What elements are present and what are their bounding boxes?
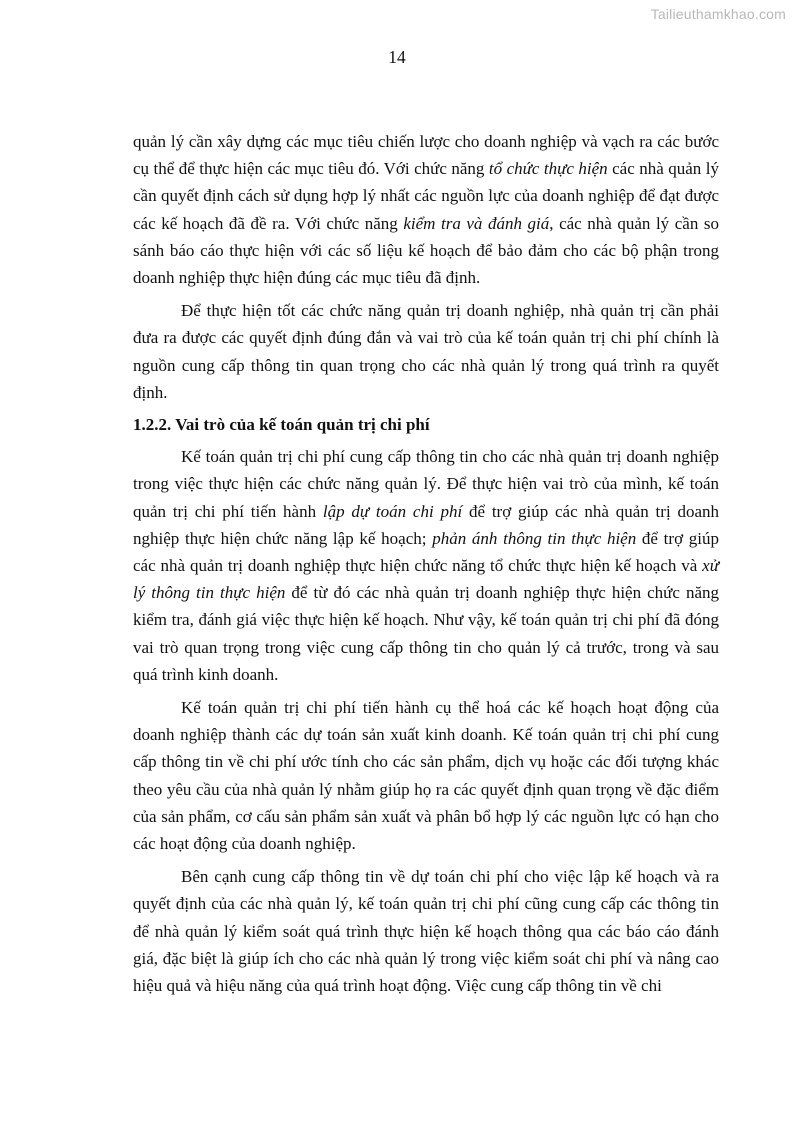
- paragraph-2: Để thực hiện tốt các chức năng quản trị doanh nghiệp, nhà quản trị cần phải đưa ra được các quyết định đúng đắn và vai trò của kế toán quản trị chi phí chính là nguồn cung cấp thông tin quan trọng cho các nhà quản lý trong quá trình ra quyết định.: [133, 301, 719, 402]
- text-run: để trợ giúp các nhà quản trị doanh nghiệp thực hiện chức năng tổ chức thực hiện kế hoạch và: [133, 528, 719, 576]
- text-run: , các nhà quản lý cần so sánh báo cáo thực hiện với các số liệu kế hoạch để bảo đảm cho các bộ phận trong doanh nghiệp thực hiện đúng các mục tiêu đã định.: [133, 213, 719, 288]
- text-run: quản lý cần xây dựng các mục tiêu chiến lược cho doanh nghiệp và vạch ra các bước cụ thể để thực hiện các mục tiêu đó. Với chức năng: [133, 132, 719, 179]
- italic-term: phản ánh thông tin thực hiện: [432, 528, 637, 548]
- paragraph-4: Kế toán quản trị chi phí tiến hành cụ thể hoá các kế hoạch hoạt động của doanh nghiệp thành các dự toán sản xuất kinh doanh. Kế toán quản trị chi phí cung cấp thông tin về chi phí ước tính cho các sản phẩm, dịch vụ hoặc các đối tượng khác theo yêu cầu của nhà quản lý nhằm giúp họ ra các quyết định quan trọng về đặc điểm của sản phẩm, cơ cấu sản phẩm sản xuất và phân bổ hợp lý các nguồn lực có hạn cho các hoạt động của doanh nghiệp.: [133, 698, 719, 854]
- section-heading: 1.2.2. Vai trò của kế toán quản trị chi phí: [133, 415, 430, 435]
- paragraph-3: [133, 443, 719, 688]
- italic-term: xử lý thông tin thực hiện: [133, 556, 719, 603]
- italic-term: lập dự toán chi phí: [322, 501, 463, 521]
- italic-term: tổ chức thực hiện: [488, 159, 608, 179]
- page-number: 14: [388, 47, 406, 67]
- document-body: [133, 128, 719, 999]
- italic-term: kiểm tra và đánh giá: [403, 213, 550, 233]
- paragraph-5: Bên cạnh cung cấp thông tin về dự toán chi phí cho việc lập kế hoạch và ra quyết định của các nhà quản lý, kế toán quản trị chi phí cũng cung cấp các thông tin để nhà quản lý kiểm soát quá trình thực hiện kế hoạch thông qua các báo cáo đánh giá, đặc biệt là giúp ích cho các nhà quản lý trong việc kiểm soát chi phí và nâng cao hiệu quả và hiệu năng của quá trình hoạt động. Việc cung cấp thông tin về chi: [133, 867, 719, 996]
- text-run: để trợ giúp các nhà quản trị doanh nghiệp thực hiện chức năng lập kế hoạch;: [133, 501, 719, 548]
- text-run: các nhà quản lý cần quyết định cách sử dụng hợp lý nhất các nguồn lực của doanh nghiệp để đạt được các kế hoạch đã đề ra. Với chức năng: [133, 159, 719, 233]
- watermark: Tailieuthamkhao.com: [650, 6, 786, 22]
- text-run: Kế toán quản trị chi phí cung cấp thông tin cho các nhà quản trị doanh nghiệp trong việc thực hiện các chức năng quản lý. Để thực hiện vai trò của mình, kế toán quản trị chi phí tiến hành: [133, 447, 719, 521]
- text-run: để từ đó các nhà quản trị doanh nghiệp thực hiện chức năng kiểm tra, đánh giá việc thực hiện kế hoạch. Như vậy, kế toán quản trị chi phí đã đóng vai trò quan trọng trong việc cung cấp thông tin cho quản lý cả trước, trong và sau quá trình kinh doanh.: [133, 583, 720, 684]
- paragraph-1: [133, 128, 719, 291]
